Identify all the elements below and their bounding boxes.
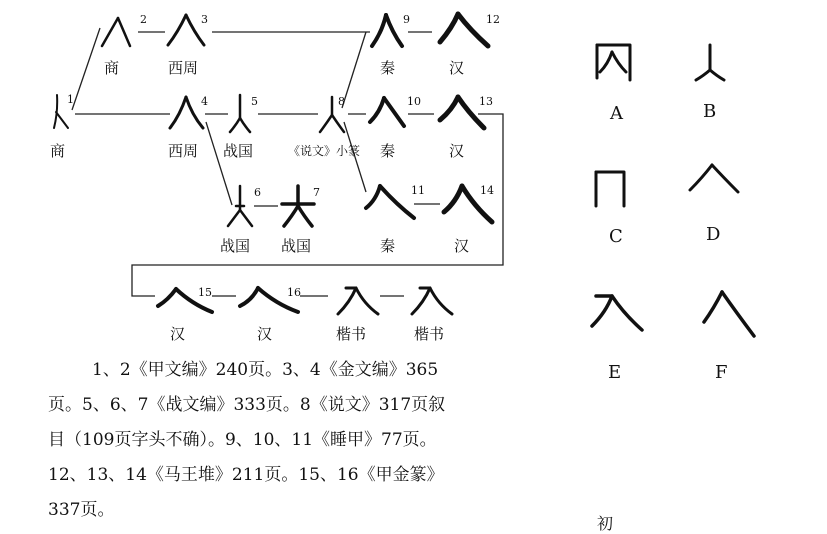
step-number-5: 5 bbox=[251, 95, 258, 108]
label-glyph-3: 西周 bbox=[168, 59, 199, 77]
label-glyph-8: 《说文》小篆 bbox=[288, 144, 361, 158]
glyph-10 bbox=[370, 98, 404, 126]
glyph-9 bbox=[372, 15, 402, 46]
source-note-line: 页。5、6、7《战文编》333页。8《说文》317页叙 bbox=[48, 395, 446, 415]
glyph-forms bbox=[54, 14, 492, 314]
option-a-glyph bbox=[597, 45, 630, 80]
label-glyph-15: 汉 bbox=[170, 325, 186, 343]
step-number-12: 12 bbox=[486, 13, 500, 26]
step-number-13: 13 bbox=[479, 95, 493, 108]
bottom-char: 初 bbox=[597, 514, 614, 533]
label-glyph-12: 汉 bbox=[449, 59, 465, 77]
glyph-13 bbox=[440, 97, 484, 128]
label-glyph-5: 战国 bbox=[223, 142, 254, 160]
label-glyph-1: 商 bbox=[50, 142, 66, 160]
label-glyph-11: 秦 bbox=[380, 237, 396, 255]
step-number-2: 2 bbox=[140, 13, 147, 26]
glyph-6 bbox=[228, 186, 252, 226]
glyph-12 bbox=[440, 14, 488, 46]
connector-1-2 bbox=[72, 28, 100, 110]
glyph-k1 bbox=[338, 288, 378, 314]
label-glyph-7: 战国 bbox=[281, 237, 312, 255]
source-note-line: 1、2《甲文编》240页。3、4《金文编》365 bbox=[92, 360, 439, 380]
glyph-7 bbox=[282, 186, 314, 226]
option-glyphs bbox=[592, 45, 754, 336]
step-number-7: 7 bbox=[313, 186, 320, 199]
label-glyph-13: 汉 bbox=[449, 142, 465, 160]
source-note-line: 目（109页字头不确）。9、10、11《睡甲》77页。 bbox=[48, 430, 437, 450]
glyph-5 bbox=[230, 95, 250, 132]
glyph-4 bbox=[170, 97, 203, 128]
step-number-1: 1 bbox=[67, 93, 74, 106]
label-glyph-10: 秦 bbox=[380, 142, 396, 160]
option-e-glyph bbox=[592, 296, 642, 330]
label-glyph-14: 汉 bbox=[454, 237, 470, 255]
label-glyph-4: 西周 bbox=[168, 142, 199, 160]
label-glyph-16: 汉 bbox=[257, 325, 273, 343]
glyph-11 bbox=[366, 186, 414, 218]
glyph-2 bbox=[102, 18, 130, 46]
option-d-glyph bbox=[690, 165, 738, 192]
step-number-11: 11 bbox=[411, 184, 425, 197]
label-glyph-6: 战国 bbox=[220, 237, 251, 255]
step-number-4: 4 bbox=[201, 95, 208, 108]
option-b-glyph bbox=[696, 45, 724, 80]
source-notes bbox=[48, 353, 508, 528]
glyph-3 bbox=[168, 15, 204, 45]
connector-4-6 bbox=[206, 122, 232, 205]
step-number-9: 9 bbox=[403, 13, 410, 26]
label-glyph-k2: 楷书 bbox=[414, 325, 445, 343]
source-note-line: 12、13、14《马王堆》211页。15、16《甲金篆》 bbox=[48, 465, 444, 485]
option-e-label: E bbox=[608, 362, 622, 383]
glyph-1 bbox=[54, 95, 68, 128]
option-b-label: B bbox=[703, 101, 717, 122]
option-f-label: F bbox=[715, 362, 728, 383]
label-glyph-k1: 楷书 bbox=[336, 325, 367, 343]
step-number-6: 6 bbox=[254, 186, 261, 199]
glyph-k2 bbox=[412, 288, 452, 314]
option-c-glyph bbox=[596, 172, 624, 206]
step-number-14: 14 bbox=[480, 184, 494, 197]
step-number-8: 8 bbox=[338, 95, 345, 108]
step-number-3: 3 bbox=[201, 13, 208, 26]
option-f-glyph bbox=[704, 292, 754, 336]
label-glyph-2: 商 bbox=[104, 59, 120, 77]
option-d-label: D bbox=[706, 224, 721, 245]
step-number-16: 16 bbox=[287, 286, 301, 299]
step-number-15: 15 bbox=[198, 286, 212, 299]
option-a-label: A bbox=[610, 103, 623, 124]
option-c-label: C bbox=[609, 226, 623, 247]
step-number-10: 10 bbox=[407, 95, 421, 108]
connector-8-9 bbox=[342, 32, 366, 108]
source-note-line: 337页。 bbox=[48, 500, 115, 520]
label-glyph-9: 秦 bbox=[380, 59, 396, 77]
